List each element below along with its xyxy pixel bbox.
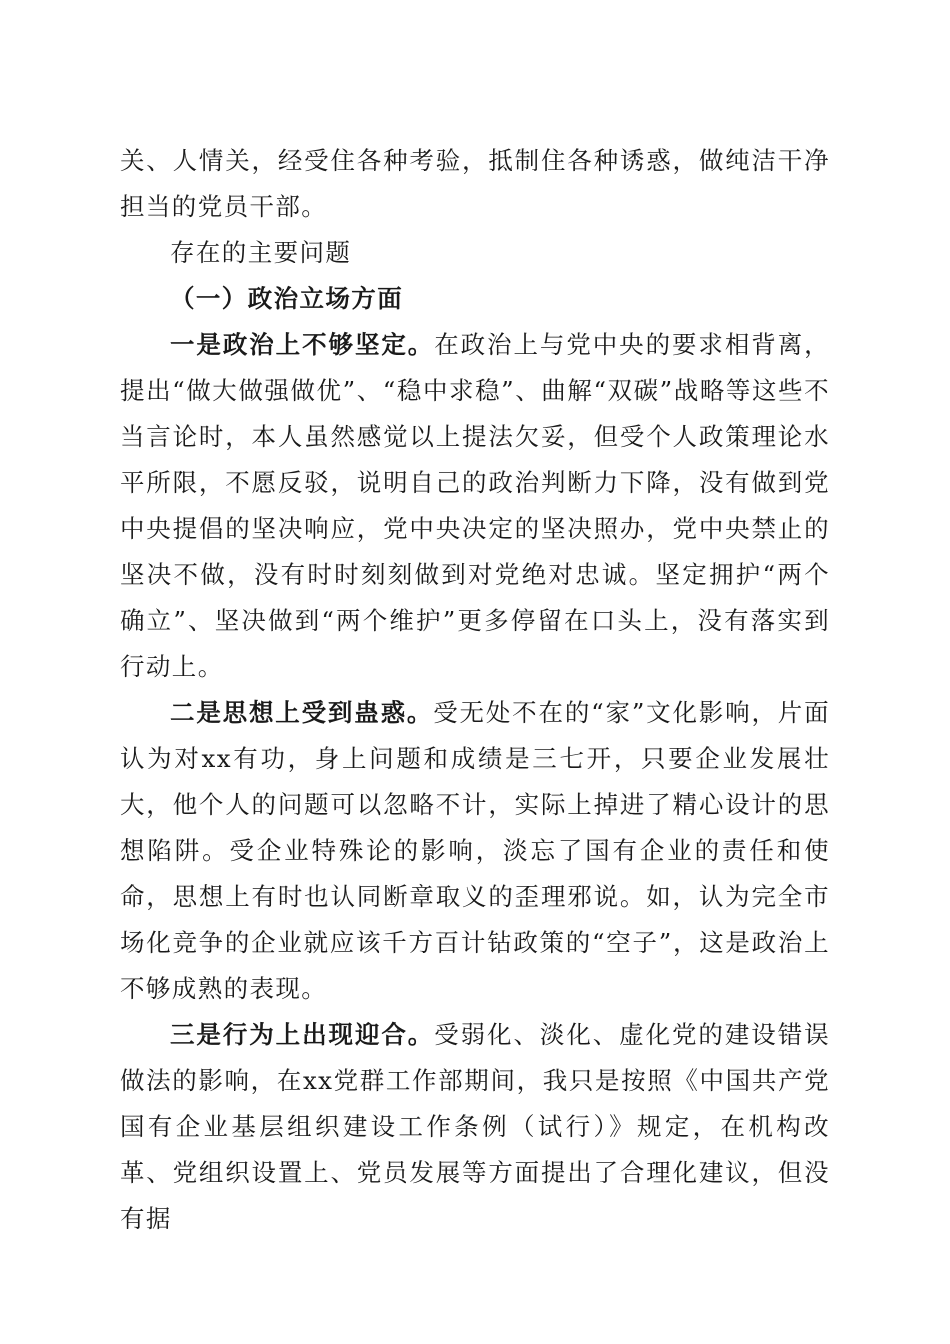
paragraph-text: 关、人情关，经受住各种考验，抵制住各种诱惑，做纯洁干净担当的党员干部。 bbox=[120, 146, 830, 221]
paragraph-text: 受弱化、淡化、虚化党的建设错误做法的影响，在xx党群工作部期间，我只是按照《中国共产党国有企业基层组织建设工作条例（试行）》规定，在机构改革、党组织设置上、党员发展等方面提出了合理化建议，但没有据 bbox=[120, 1020, 831, 1233]
paragraph-political-firmness bbox=[120, 322, 830, 690]
document-body bbox=[120, 138, 830, 1242]
paragraph-lead: 一是政治上不够坚定。 bbox=[170, 330, 435, 359]
paragraph-text: 受无处不在的“家”文化影响，片面认为对xx有功，身上问题和成绩是三七开，只要企业发展壮大，他个人的问题可以忽略不计，实际上掉进了精心设计的思想陷阱。受企业特殊论的影响，淡忘了国有企业的责任和使命，思想上有时也认同断章取义的歪理邪说。如，认为完全市场化竞争的企业就应该千方百计钻政策的“空子”，这是政治上不够成熟的表现。 bbox=[120, 698, 830, 1003]
paragraph-behavioral-compliance bbox=[120, 1012, 830, 1242]
section-heading-text: 存在的主要问题 bbox=[170, 238, 352, 267]
paragraph-continuation bbox=[120, 138, 830, 230]
paragraph-lead: 二是思想上受到蛊惑。 bbox=[170, 698, 434, 727]
subsection-heading-text: （一）政治立场方面 bbox=[170, 284, 404, 313]
subsection-heading bbox=[120, 276, 830, 322]
paragraph-text: 在政治上与党中央的要求相背离，提出“做大做强做优”、“稳中求稳”、曲解“双碳”战略等这些不当言论时，本人虽然感觉以上提法欠妥，但受个人政策理论水平所限，不愿反驳，说明自己的政治判断力下降，没有做到党中央提倡的坚决响应，党中央决定的坚决照办，党中央禁止的坚决不做，没有时时刻刻做到对党绝对忠诚。坚定拥护“两个确立”、坚决做到“两个维护”更多停留在口头上，没有落实到行动上。 bbox=[120, 330, 831, 681]
section-heading bbox=[120, 230, 830, 276]
paragraph-lead: 三是行为上出现迎合。 bbox=[170, 1020, 435, 1049]
paragraph-ideological-influence bbox=[120, 690, 830, 1012]
